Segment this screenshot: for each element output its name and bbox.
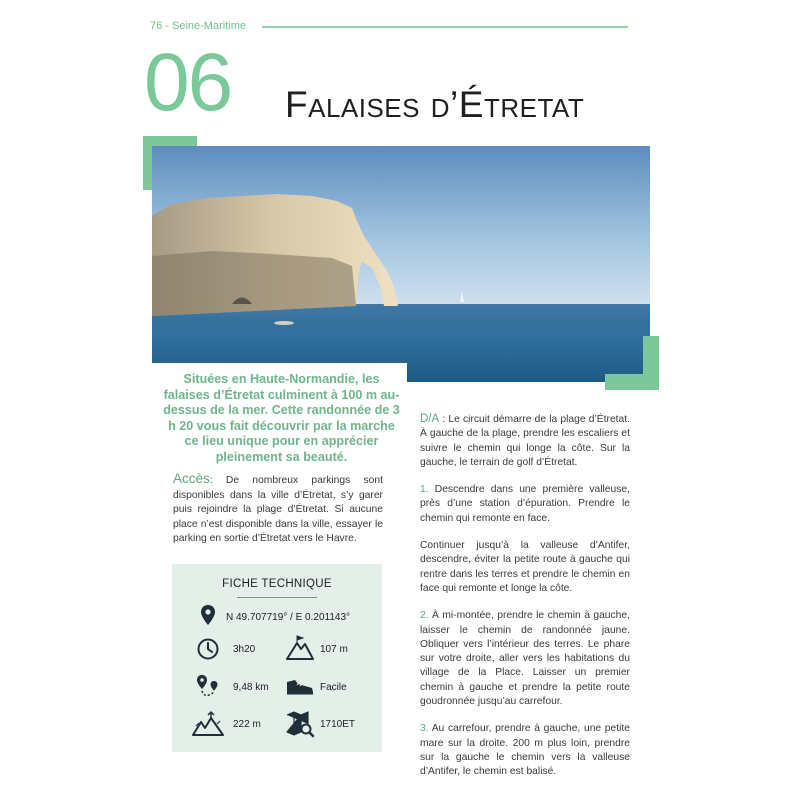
access-paragraph [173,472,383,547]
difficulty-value: Facile [320,682,347,693]
elevation-icon [191,710,225,738]
route-step-1-continued [420,539,630,596]
chapter-number: 06 [144,37,232,128]
step-1-number: 1. [420,484,429,496]
step-1-text: Descendre dans une première valleuse, près d’une station d’épuration. Prendre le chemin qui remonte en face. [420,484,630,524]
duration-value: 3h20 [233,644,256,655]
fiche-divider [237,597,317,598]
access-text: : De nombreux parkings sont disponibles dans la ville d’Étretat, s’y garer puis rejoindre la plage d’Étretat. Si aucune place n’est disponible dans la ville, essayer le parking en sortie d’Étretat vers le Havre. [173,475,383,544]
start-text: : Le circuit démarre de la plage d’Étretat. À gauche de la plage, prendre les escaliers et suivre le chemin qui longe la côte. Sur la gauche, le terrain de golf d’Étretat. [420,414,630,468]
map-reference-value: 1710ET [320,719,356,730]
access-label: Accès [173,471,210,486]
route-step-2 [420,609,630,709]
route-start-paragraph [420,412,630,470]
step-3-text: Au carrefour, prendre à gauche, une petite mare sur la droite. 200 m plus loin, prendre sur la gauche le chemin vers la valleuse d’Antifer, le chemin est balisé. [420,723,630,778]
intro-text: Situées en Haute-Normandie, les falaises d’Étretat culminent à 100 m au-dessus de la mer. Cette randonnée de 3 h 20 vous fait découvrir par la marche ce lieu unique pour en apprécier pleinement sa beauté. [163,372,400,464]
mountain-peak-icon [285,634,315,662]
running-header: 76 - Seine-Maritime [150,20,246,32]
chapter-title: Falaises d’Étretat [285,84,585,125]
start-label: D/A [420,413,440,425]
hiking-shoe-icon [285,676,315,696]
step-3-number: 3. [420,723,429,735]
route-step-3 [420,722,630,779]
route-pins-icon [194,673,222,701]
gps-coordinates: N 49.707719° / E 0.201143° [226,612,351,623]
step-2-number: 2. [420,610,429,622]
elevation-gain-value: 222 m [233,719,261,730]
step-2-text: À mi-montée, prendre le chemin à gauche, laisser le chemin de randonnée jaune. Obliquer vers l’intérieur des terres. Le phare sur votre droite, aller vers les habitations du village de la Place. Laisser un premier chemin à gauche et prendre la petite route goudronnée jusqu’au carrefour. [420,610,630,708]
corner-bracket-bottom-right-vertical [643,336,659,390]
route-description [420,412,630,793]
map-search-icon [285,710,315,738]
clock-icon [196,637,220,661]
altitude-value: 107 m [320,644,348,655]
distance-value: 9,48 km [233,682,269,693]
etretat-cliffs-photo [152,146,650,382]
header-rule [262,26,628,28]
map-pin-icon [196,603,220,627]
route-step-1 [420,483,630,526]
step-1b-text: Continuer jusqu’à la valleuse d’Antifer, descendre, éviter la petite route à gauche qui rentre dans les terres et prendre le chemin en face qui remonte et longe la côte. [420,540,630,594]
fiche-title: FICHE TECHNIQUE [222,578,332,590]
